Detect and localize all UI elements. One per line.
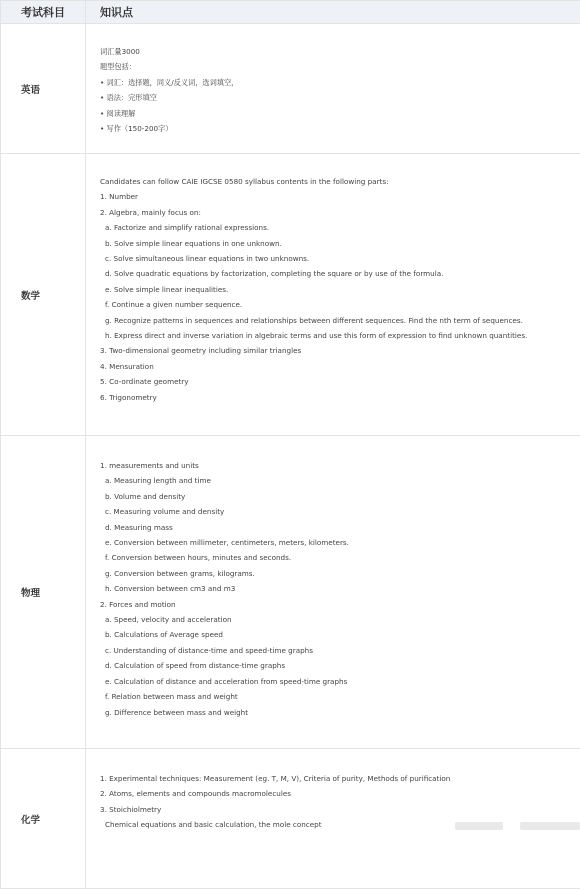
content-line: f. Conversion between hours, minutes and seconds. bbox=[100, 550, 580, 565]
content-line: 4. Mensuration bbox=[100, 359, 580, 374]
content-line: b. Volume and density bbox=[100, 489, 580, 504]
content-line: b. Solve simple linear equations in one unknown. bbox=[100, 236, 580, 251]
content-line: 1. Number bbox=[100, 189, 580, 204]
content-line: a. Speed, velocity and acceleration bbox=[100, 612, 580, 627]
content-line: b. Calculations of Average speed bbox=[100, 627, 580, 642]
content-line: Chemical equations and basic calculation, the mole concept bbox=[100, 817, 580, 832]
content-line: 1. Experimental techniques: Measurement (eg. T, M, V), Criteria of purity, Methods of purification bbox=[100, 771, 580, 786]
content-line: 词汇量3000 bbox=[100, 44, 580, 59]
header-row bbox=[1, 1, 580, 24]
content-line: e. Calculation of distance and acceleration from speed-time graphs bbox=[100, 674, 580, 689]
content-line: 1. measurements and units bbox=[100, 458, 580, 473]
knowledge-points-cell bbox=[86, 154, 580, 436]
content-line: d. Measuring mass bbox=[100, 520, 580, 535]
content-line: c. Solve simultaneous linear equations in two unknowns. bbox=[100, 251, 580, 266]
subject-cell: 物理 bbox=[1, 436, 86, 749]
content-line: d. Solve quadratic equations by factorization, completing the square or by use of the formula. bbox=[100, 266, 580, 281]
content-line: g. Difference between mass and weight bbox=[100, 705, 580, 720]
content-line: e. Solve simple linear inequalities. bbox=[100, 282, 580, 297]
content-line: e. Conversion between millimeter, centimeters, meters, kilometers. bbox=[100, 535, 580, 550]
content-line: 2. Forces and motion bbox=[100, 597, 580, 612]
knowledge-points-cell bbox=[86, 749, 580, 889]
subject-cell: 英语 bbox=[1, 24, 86, 154]
row-chemistry bbox=[1, 749, 580, 889]
content-line: • 阅读理解 bbox=[100, 106, 580, 121]
watermark-blur bbox=[520, 822, 580, 830]
row-math bbox=[1, 154, 580, 436]
content-line: a. Factorize and simplify rational expressions. bbox=[100, 220, 580, 235]
watermark-blur bbox=[455, 822, 503, 830]
content-line: g. Conversion between grams, kilograms. bbox=[100, 566, 580, 581]
subject-cell: 化学 bbox=[1, 749, 86, 889]
subject-cell: 数学 bbox=[1, 154, 86, 436]
content-line: 6. Trigonometry bbox=[100, 390, 580, 405]
content-line: a. Measuring length and time bbox=[100, 473, 580, 488]
content-line: 5. Co-ordinate geometry bbox=[100, 374, 580, 389]
content-line: c. Measuring volume and density bbox=[100, 504, 580, 519]
content-line: Candidates can follow CAIE IGCSE 0580 syllabus contents in the following parts: bbox=[100, 174, 580, 189]
content-line: f. Continue a given number sequence. bbox=[100, 297, 580, 312]
header-knowledge-points: 知识点 bbox=[86, 1, 580, 24]
content-line: • 写作（150-200字） bbox=[100, 121, 580, 136]
content-line: h. Express direct and inverse variation in algebraic terms and use this form of expression to find unknown quantities. bbox=[100, 328, 580, 343]
content-line: • 词汇：选择题，同义/反义词，选词填空， bbox=[100, 75, 580, 90]
content-line: 题型包括： bbox=[100, 59, 580, 74]
header-subject: 考试科目 bbox=[1, 1, 86, 24]
content-line: 3. Stoichiolmetry bbox=[100, 802, 580, 817]
content-line: 2. Algebra, mainly focus on: bbox=[100, 205, 580, 220]
content-line: h. Conversion between cm3 and m3 bbox=[100, 581, 580, 596]
row-english bbox=[1, 24, 580, 154]
content-line: 2. Atoms, elements and compounds macromolecules bbox=[100, 786, 580, 801]
content-line: f. Relation between mass and weight bbox=[100, 689, 580, 704]
content-line: • 语法：完形填空 bbox=[100, 90, 580, 105]
row-physics bbox=[1, 436, 580, 749]
knowledge-points-cell bbox=[86, 24, 580, 154]
content-line: 3. Two-dimensional geometry including similar triangles bbox=[100, 343, 580, 358]
content-line: d. Calculation of speed from distance-time graphs bbox=[100, 658, 580, 673]
content-line: g. Recognize patterns in sequences and relationships between different sequences. Find the nth term of sequences. bbox=[100, 313, 580, 328]
knowledge-points-cell bbox=[86, 436, 580, 749]
content-line: c. Understanding of distance-time and speed-time graphs bbox=[100, 643, 580, 658]
